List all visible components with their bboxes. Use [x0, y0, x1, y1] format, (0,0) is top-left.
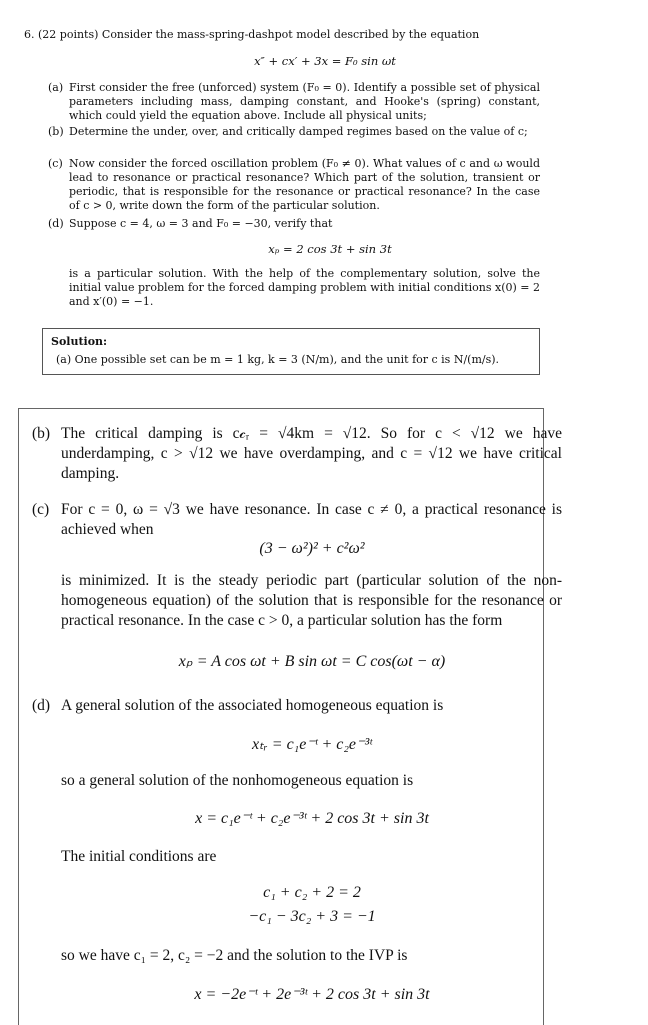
problem-part-d: [48, 217, 540, 231]
part-label: (c): [32, 501, 50, 518]
particular-form-equation: xₚ = A cos ωt + B sin ωt = C cos(ωt − α): [178, 653, 446, 670]
practical-resonance-equation: (3 − ω²)² + c²ω²: [259, 540, 365, 557]
problem-equation: x″ + cx′ + 3x = F₀ sin ωt: [254, 54, 396, 68]
answer-part-d: [32, 696, 562, 716]
part-label: (a): [48, 81, 64, 94]
part-label: (c): [48, 157, 63, 170]
part-text: One possible set can be m = 1 kg, k = 3 (N/m), and the unit for c is N/(m/s).: [74, 353, 500, 366]
answer-part-d-text2: so a general solution of the nonhomogeneous equation is: [61, 772, 414, 789]
part-label: (a): [56, 353, 72, 366]
solution-box: [42, 328, 540, 375]
part-text: Suppose c = 4, ω = 3 and F₀ = −30, verify that: [69, 217, 333, 230]
part-text: For c = 0, ω = √3 we have resonance. In case c ≠ 0, a practical resonance is achieved when: [61, 501, 562, 538]
part-text: Determine the under, over, and critically damped regimes based on the value of c;: [69, 125, 528, 138]
answer-part-c: [32, 500, 562, 540]
problem-part-d-text: is a particular solution. With the help of the complementary solution, solve the initial value problem for the forced damping problem with initial conditions x(0) = 2 and x′(0) = −1.: [69, 267, 540, 308]
solution-part-a: [56, 353, 534, 367]
initial-condition-equation-1: c₁ + c₂ + 2 = 2: [263, 884, 361, 901]
problem-part-a: [48, 81, 540, 123]
answer-part-d-text4: so we have c₁ = 2, c₂ = −2 and the solution to the IVP is: [61, 947, 408, 964]
part-label: (b): [32, 425, 51, 442]
answer-part-d-text3: The initial conditions are: [61, 848, 217, 865]
part-text: First consider the free (unforced) system (F₀ = 0). Identify a possible set of physical parameters including mass, damping constant, and Hooke's (spring) constant, which could yield the equation above. Include all physical units;: [69, 81, 540, 122]
part-label: (d): [48, 217, 64, 230]
general-solution-equation: x = c₁e⁻ᵗ + c₂e⁻³ᵗ + 2 cos 3t + sin 3t: [195, 810, 429, 827]
answer-part-c-text: is minimized. It is the steady periodic part (particular solution of the non-homogeneous equation) of the solution that is responsible for the resonance or practical resonance. In the case c > 0, a particular solution has the form: [61, 572, 562, 629]
part-label: (d): [32, 697, 51, 714]
part-text: The critical damping is c𝒸ᵣ = √4km = √12. So for c < √12 we have underdamping, c > √12 we have overdamping, and c = √12 we have critical damping.: [61, 425, 562, 482]
problem-part-c: [48, 157, 540, 213]
initial-condition-equation-2: −c₁ − 3c₂ + 3 = −1: [248, 908, 376, 925]
part-text: Now consider the forced oscillation problem (F₀ ≠ 0). What values of c and ω would lead to resonance or practical resonance? Which part of the solution, transient or periodic, that is responsible for the resonance or practical resonance? In the case of c > 0, write down the form of the particular solution.: [69, 157, 540, 212]
particular-solution-equation: xₚ = 2 cos 3t + sin 3t: [268, 242, 392, 256]
homogeneous-solution-equation: xₜᵣ = c₁e⁻ᵗ + c₂e⁻³ᵗ: [252, 736, 372, 753]
ivp-solution-equation: x = −2e⁻ᵗ + 2e⁻³ᵗ + 2 cos 3t + sin 3t: [194, 986, 430, 1003]
part-label: (b): [48, 125, 64, 138]
problem-part-b: [48, 125, 540, 139]
solution-title: Solution:: [51, 335, 108, 348]
answer-part-b: [32, 424, 562, 484]
problem-header: 6. (22 points) Consider the mass-spring-dashpot model described by the equation: [24, 28, 480, 41]
part-text: A general solution of the associated homogeneous equation is: [61, 697, 444, 714]
